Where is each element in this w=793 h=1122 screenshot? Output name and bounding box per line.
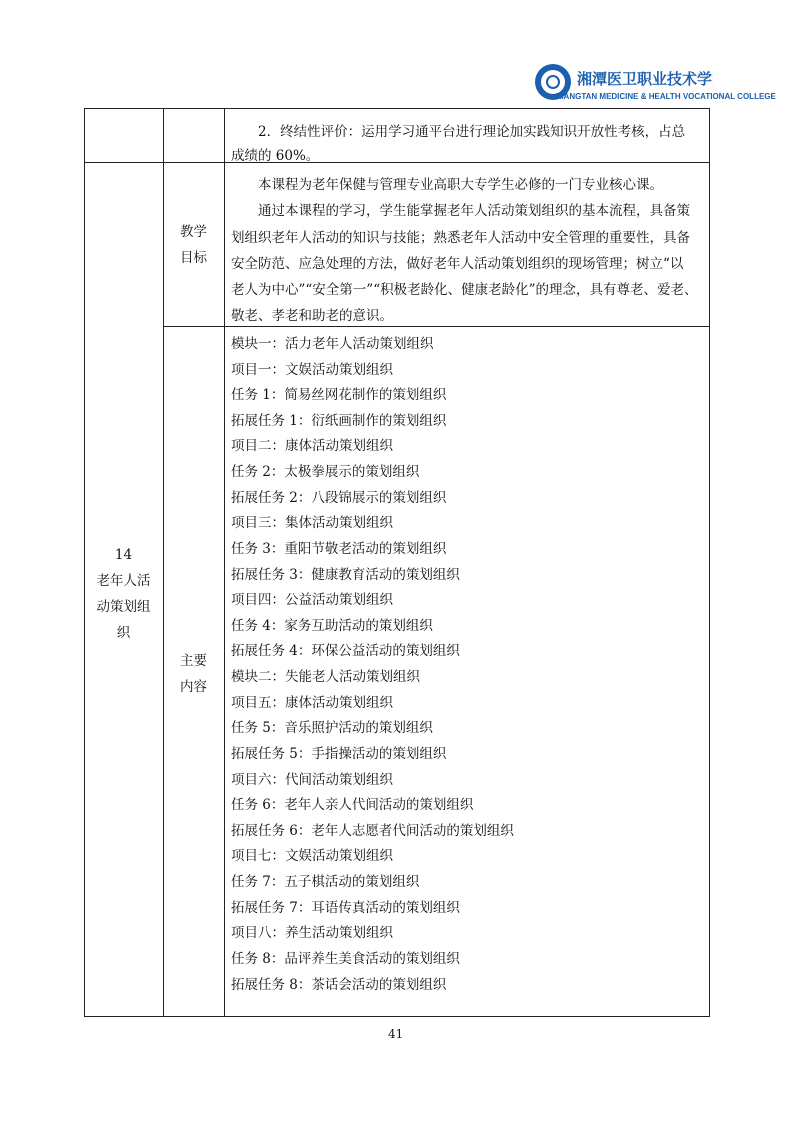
label-line: 目标 [180,250,207,266]
course-name: 动策划组 [96,599,151,615]
assessment-text: 2．终结性评价：运用学习通平台进行理论加实践知识开放性考核，占总 [258,124,686,140]
label-line: 教学 [180,224,207,240]
assessment-text: 成绩的 60%。 [231,148,320,164]
objective-text: 本课程为老年保健与管理专业高职大专学生必修的一门专业核心课。 [258,177,663,193]
label-line: 内容 [180,679,207,695]
objectives-label [163,219,224,271]
content-item: 项目一：文娱活动策划组织 [231,361,393,378]
content-item: 任务 1：简易丝网花制作的策划组织 [231,387,447,404]
content-item: 拓展任务 1：衍纸画制作的策划组织 [231,412,447,429]
content-item: 项目二：康体活动策划组织 [231,438,393,455]
content-item: 任务 8：品评养生美食活动的策划组织 [231,950,460,967]
row-divider [84,162,710,163]
objective-text: 通过本课程的学习，学生能掌握老年人活动策划组织的基本流程，具备策 [258,203,690,219]
logo-name: 湘潭医卫职业技术学院 [577,70,713,88]
row-divider [163,326,710,327]
table-border-right [709,108,710,1017]
content-item: 任务 3：重阳节敬老活动的策划组织 [231,540,447,557]
content-item: 项目八：养生活动策划组织 [231,925,393,942]
content-item: 任务 6：老年人亲人代间活动的策划组织 [231,797,474,814]
label-line: 主要 [180,653,207,669]
content-item: 拓展任务 3：健康教育活动的策划组织 [231,566,460,583]
content-item: 项目七：文娱活动策划组织 [231,848,393,865]
content-item: 模块二：失能老人活动策划组织 [231,669,420,686]
course-name: 老年人活 [96,573,151,589]
content-item: 拓展任务 8：茶话会活动的策划组织 [231,976,447,993]
table-border-bottom [84,1016,710,1017]
content-item: 任务 4：家务互助活动的策划组织 [231,617,433,634]
objective-text: 老人为中心”“安全第一”“积极老龄化、健康老龄化”的理念，具有尊老、爱老、 [231,282,698,298]
content-item: 拓展任务 2：八段锦展示的策划组织 [231,489,447,506]
content-item: 拓展任务 7：耳语传真活动的策划组织 [231,899,460,916]
content-item: 拓展任务 6：老年人志愿者代间活动的策划组织 [231,822,514,839]
content-item: 任务 5：音乐照护活动的策划组织 [231,720,433,737]
content-item: 任务 2：太极拳展示的策划组织 [231,464,420,481]
course-cell [84,542,163,646]
content-item: 拓展任务 4：环保公益活动的策划组织 [231,643,460,660]
content-item: 拓展任务 5：手指操活动的策划组织 [231,745,447,762]
col-divider [224,108,225,1017]
logo-english: XIANGTAN MEDICINE & HEALTH VOCATIONAL COLLEGE [556,92,776,101]
content-item: 项目三：集体活动策划组织 [231,515,393,532]
content-item: 项目四：公益活动策划组织 [231,592,393,609]
content-item: 项目五：康体活动策划组织 [231,694,393,711]
objective-text: 敬老、孝老和助老的意识。 [231,308,393,324]
content-label [163,648,224,700]
content-item: 任务 7：五子棋活动的策划组织 [231,874,420,891]
content-item: 项目六：代间活动策划组织 [231,771,393,788]
course-name: 织 [116,625,131,641]
table-border-top [84,108,710,109]
course-number: 14 [114,547,133,563]
page-number: 41 [388,1027,404,1041]
objective-text: 划组织老年人活动的知识与技能；熟悉老年人活动中安全管理的重要性，具备 [231,230,690,246]
content-item: 模块一：活力老年人活动策划组织 [231,336,434,352]
objective-text: 安全防范、应急处理的方法，做好老年人活动策划组织的现场管理；树立“以 [231,256,684,272]
